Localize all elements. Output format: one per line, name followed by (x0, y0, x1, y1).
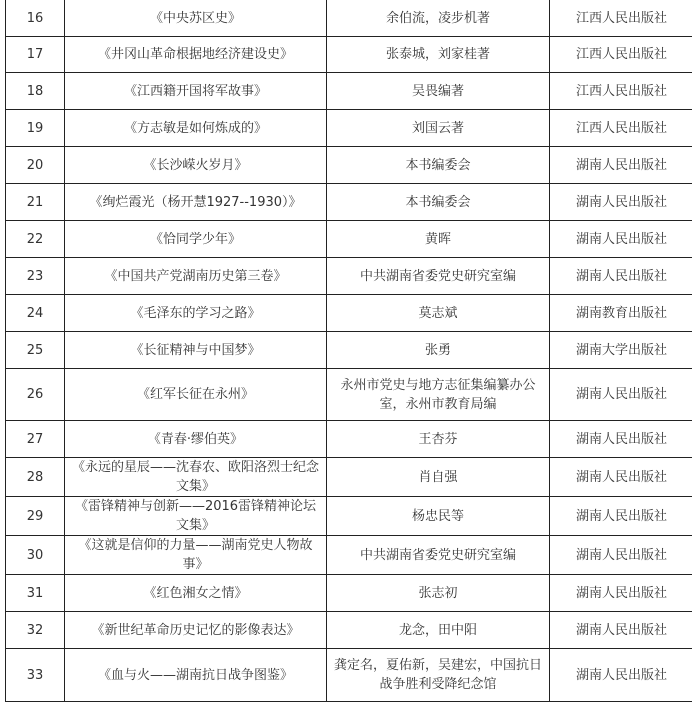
book-author: 黄晖 (327, 221, 550, 258)
table-row (6, 147, 692, 184)
book-title: 《井冈山革命根据地经济建设史》 (65, 37, 327, 73)
table-row (6, 332, 692, 369)
table-row (6, 110, 692, 147)
book-author: 中共湖南省委党史研究室编 (327, 536, 550, 575)
book-author: 张勇 (327, 332, 550, 369)
row-number: 26 (6, 369, 65, 421)
book-author: 本书编委会 (327, 184, 550, 221)
table-row (6, 0, 692, 37)
row-number: 20 (6, 147, 65, 184)
book-publisher: 湖南人民出版社 (550, 497, 692, 536)
table-row (6, 612, 692, 649)
row-number: 21 (6, 184, 65, 221)
table-row (6, 421, 692, 458)
book-table-body (6, 0, 692, 702)
book-publisher: 湖南人民出版社 (550, 458, 692, 497)
table-row (6, 458, 692, 497)
row-number: 25 (6, 332, 65, 369)
table-row (6, 536, 692, 575)
book-author: 吴畏编著 (327, 73, 550, 110)
book-title: 《长沙嵘火岁月》 (65, 147, 327, 184)
table-row (6, 221, 692, 258)
row-number: 23 (6, 258, 65, 295)
book-publisher: 湖南人民出版社 (550, 575, 692, 612)
book-author: 龚定名，夏佑新，吴建宏，中国抗日战争胜利受降纪念馆 (327, 649, 550, 702)
book-publisher: 湖南人民出版社 (550, 612, 692, 649)
book-publisher: 江西人民出版社 (550, 0, 692, 37)
row-number: 24 (6, 295, 65, 332)
book-title: 《绚烂霞光（杨开慧1927--1930）》 (65, 184, 327, 221)
book-title: 《雷锋精神与创新——2016雷锋精神论坛文集》 (65, 497, 327, 536)
row-number: 28 (6, 458, 65, 497)
row-number: 33 (6, 649, 65, 702)
table-row (6, 497, 692, 536)
book-publisher: 湖南人民出版社 (550, 421, 692, 458)
book-publisher: 湖南大学出版社 (550, 332, 692, 369)
book-author: 永州市党史与地方志征集编纂办公室，永州市教育局编 (327, 369, 550, 421)
row-number: 30 (6, 536, 65, 575)
book-publisher: 湖南人民出版社 (550, 221, 692, 258)
book-publisher: 湖南人民出版社 (550, 536, 692, 575)
book-title: 《红军长征在永州》 (65, 369, 327, 421)
book-title: 《青春·缪伯英》 (65, 421, 327, 458)
book-author: 肖自强 (327, 458, 550, 497)
book-title: 《方志敏是如何炼成的》 (65, 110, 327, 147)
book-title: 《红色湘女之情》 (65, 575, 327, 612)
book-author: 中共湖南省委党史研究室编 (327, 258, 550, 295)
book-publisher: 湖南教育出版社 (550, 295, 692, 332)
book-author: 本书编委会 (327, 147, 550, 184)
row-number: 29 (6, 497, 65, 536)
book-author: 莫志斌 (327, 295, 550, 332)
book-publisher: 江西人民出版社 (550, 73, 692, 110)
book-author: 杨忠民等 (327, 497, 550, 536)
book-title: 《中国共产党湖南历史第三卷》 (65, 258, 327, 295)
book-author: 张志初 (327, 575, 550, 612)
row-number: 18 (6, 73, 65, 110)
book-author: 龙念，田中阳 (327, 612, 550, 649)
row-number: 31 (6, 575, 65, 612)
book-author: 王杏芬 (327, 421, 550, 458)
book-title: 《这就是信仰的力量——湖南党史人物故事》 (65, 536, 327, 575)
row-number: 17 (6, 37, 65, 73)
book-publisher: 湖南人民出版社 (550, 369, 692, 421)
row-number: 32 (6, 612, 65, 649)
book-author: 刘国云著 (327, 110, 550, 147)
book-publisher: 湖南人民出版社 (550, 649, 692, 702)
book-publisher: 湖南人民出版社 (550, 258, 692, 295)
table-row (6, 73, 692, 110)
book-title: 《长征精神与中国梦》 (65, 332, 327, 369)
book-title: 《永远的星辰——沈春农、欧阳洛烈士纪念文集》 (65, 458, 327, 497)
table-row (6, 575, 692, 612)
book-title: 《中央苏区史》 (65, 0, 327, 37)
book-author: 余伯流，凌步机著 (327, 0, 550, 37)
book-title: 《恰同学少年》 (65, 221, 327, 258)
row-number: 16 (6, 0, 65, 37)
table-row (6, 369, 692, 421)
book-publisher: 湖南人民出版社 (550, 184, 692, 221)
table-row (6, 258, 692, 295)
row-number: 27 (6, 421, 65, 458)
row-number: 19 (6, 110, 65, 147)
table-row (6, 37, 692, 73)
book-title: 《血与火——湖南抗日战争图鉴》 (65, 649, 327, 702)
book-publisher: 湖南人民出版社 (550, 147, 692, 184)
book-title: 《毛泽东的学习之路》 (65, 295, 327, 332)
book-table (5, 0, 692, 702)
table-row (6, 184, 692, 221)
row-number: 22 (6, 221, 65, 258)
book-title: 《江西籍开国将军故事》 (65, 73, 327, 110)
book-publisher: 江西人民出版社 (550, 110, 692, 147)
book-title: 《新世纪革命历史记忆的影像表达》 (65, 612, 327, 649)
table-row (6, 295, 692, 332)
table-row (6, 649, 692, 702)
book-publisher: 江西人民出版社 (550, 37, 692, 73)
book-author: 张泰城，刘家桂著 (327, 37, 550, 73)
